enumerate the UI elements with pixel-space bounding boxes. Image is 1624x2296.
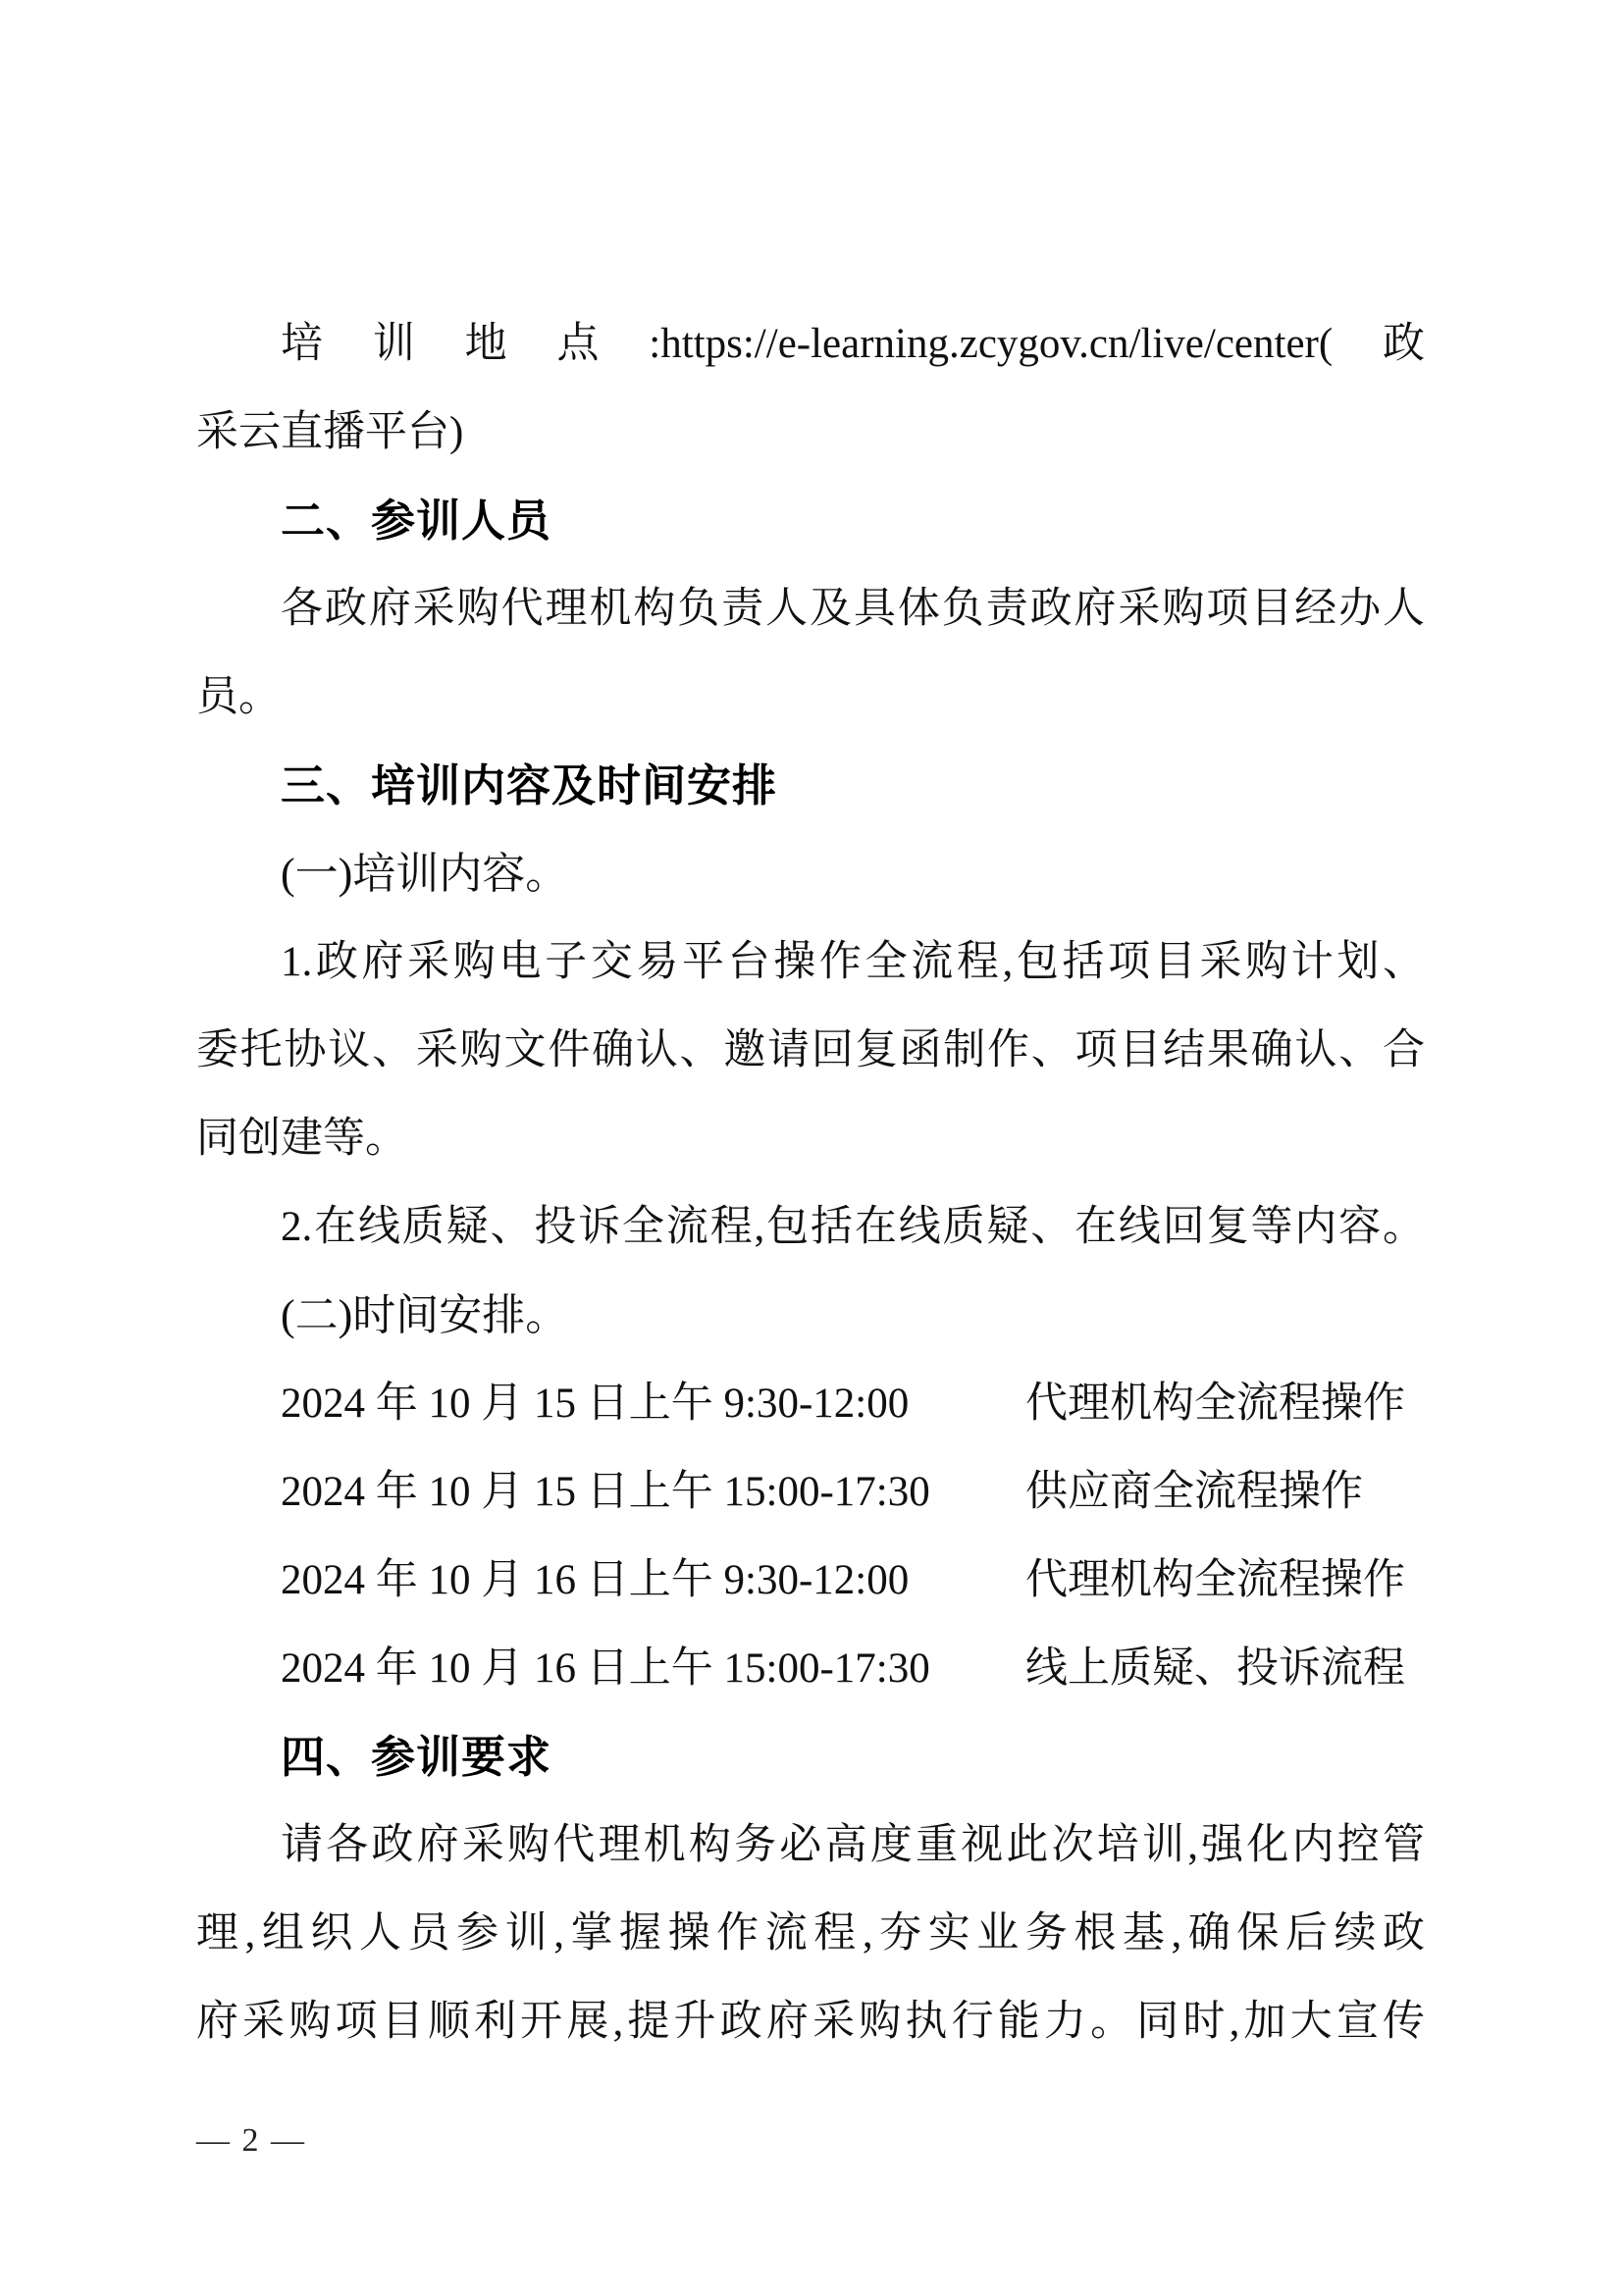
- schedule-datetime: 2024 年 10 月 15 日上午 9:30-12:00: [281, 1381, 910, 1427]
- subheading-time-schedule: (二)时间安排。: [281, 1291, 569, 1339]
- paragraph-line-participants: 各政府采购代理机构负责人及具体负责政府采购项目经办人: [281, 586, 1425, 632]
- schedule-datetime: 2024 年 10 月 16 日上午 15:00-17:30: [281, 1645, 930, 1692]
- paragraph-line-item2: 2.在线质疑、投诉全流程,包括在线质疑、在线回复等内容。: [281, 1204, 1425, 1250]
- schedule-row: [196, 1448, 1425, 1537]
- page-number: — 2 —: [196, 2122, 306, 2159]
- schedule-course: 供应商全流程操作: [1025, 1469, 1363, 1515]
- schedule-course: 线上质疑、投诉流程: [1025, 1645, 1405, 1692]
- section-heading-participants: 二、参训人员: [281, 496, 552, 546]
- schedule-row: [196, 1360, 1425, 1448]
- document-body: [196, 300, 1425, 2066]
- paragraph-line-training-location-cont: 采云直播平台): [196, 409, 464, 455]
- section-heading-requirements: 四、参训要求: [281, 1732, 552, 1782]
- paragraph-line-requirements-cont1: 理,组织人员参训,掌握操作流程,夯实业务根基,确保后续政: [196, 1910, 1425, 1957]
- paragraph-line-item1-end: 同创建等。: [196, 1116, 407, 1162]
- schedule-course: 代理机构全流程操作: [1025, 1381, 1405, 1427]
- schedule-row: [196, 1537, 1425, 1625]
- schedule-datetime: 2024 年 10 月 15 日上午 15:00-17:30: [281, 1469, 930, 1515]
- paragraph-line-training-location: 培训地点:https://e-learning.zcygov.cn/live/center(政: [281, 321, 1425, 367]
- schedule-row: [196, 1625, 1425, 1713]
- schedule-datetime: 2024 年 10 月 16 日上午 9:30-12:00: [281, 1557, 910, 1603]
- paragraph-line-requirements: 请各政府采购代理机构务必高度重视此次培训,强化内控管: [281, 1822, 1425, 1868]
- schedule-course: 代理机构全流程操作: [1025, 1557, 1405, 1603]
- paragraph-line-item1: 1.政府采购电子交易平台操作全流程,包括项目采购计划、: [281, 939, 1425, 985]
- subheading-training-content: (一)培训内容。: [281, 850, 569, 898]
- section-heading-content-schedule: 三、培训内容及时间安排: [281, 760, 778, 810]
- paragraph-line-participants-cont: 员。: [196, 674, 281, 720]
- paragraph-line-item1-cont: 委托协议、采购文件确认、邀请回复函制作、项目结果确认、合: [196, 1027, 1425, 1073]
- paragraph-line-requirements-cont2: 府采购项目顺利开展,提升政府采购执行能力。同时,加大宣传: [196, 1999, 1425, 2045]
